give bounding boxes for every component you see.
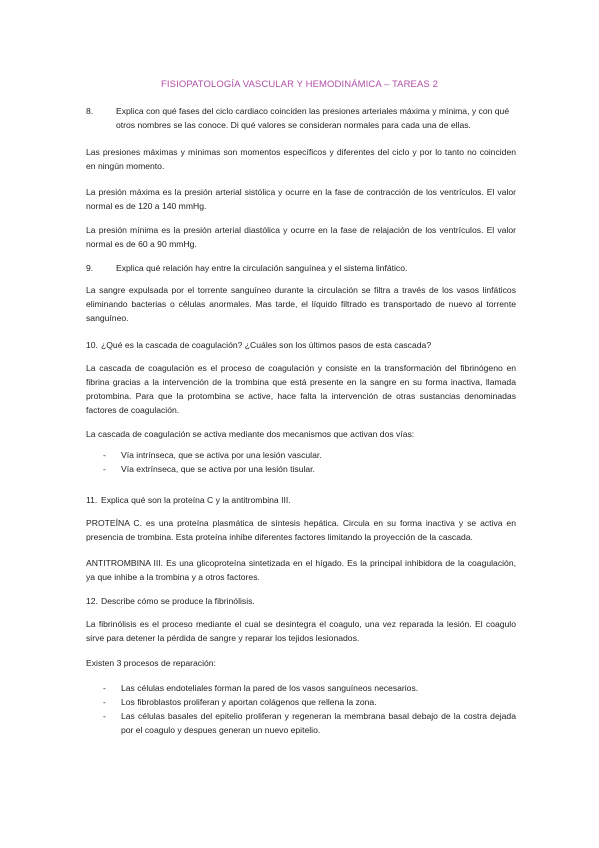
question-text: ¿Qué es la cascada de coagulación? ¿Cuáles son los últimos pasos de esta cascada? — [101, 340, 432, 350]
answer-paragraph: La cascada de coagulación es el proceso de coagulación y consiste en la transformación del fibrinógeno en fibrina gracias a la intervención de la trombina que está presente en la sangre en su forma inactiva, llamada protombina. Para que la protombina se active, hace falta la intervención de otras sustancias denominadas factores de coagulación. — [86, 363, 516, 415]
list-marker: - — [103, 464, 106, 474]
question-number: 9. — [86, 263, 94, 273]
list-item: - Los fibroblastos proliferan y aportan colágenos que rellena la zona. — [103, 697, 377, 707]
list-item: - Vía extrínseca, que se activa por una lesión tisular. — [103, 464, 315, 474]
answer-paragraph: ANTITROMBINA III. Es una glicoproteína sintetizada en el hígado. Es la principal inhibidora de la coagulación, ya que inhibe a la trombina y a otros factores. — [86, 558, 516, 582]
list-marker: - — [103, 697, 106, 707]
list-item: - Las células endoteliales forman la pared de los vasos sanguíneos necesarios. — [103, 683, 419, 693]
question-10 — [86, 338, 516, 352]
question-number: 12. — [86, 596, 98, 606]
answer-paragraph: La presión máxima es la presión arterial sistólica y ocurre en la fase de contracción de los ventrículos. El valor normal es de 120 a 140 mmHg. — [86, 187, 516, 211]
list-item: - Vía intrínseca, que se activa por una lesión vascular. — [103, 450, 322, 460]
question-11 — [86, 493, 516, 507]
list-marker: - — [103, 711, 106, 721]
question-8 — [86, 104, 516, 132]
question-text: Explica qué relación hay entre la circulación sanguínea y el sistema linfático. — [116, 263, 408, 273]
question-number: 10. — [86, 340, 98, 350]
answer-paragraph: PROTEÍNA C. es una proteína plasmática de síntesis hepática. Circula en su forma inactiva y se activa en presencia de trombina. Esta proteína inhibe diferentes factores limitando la proyección de la cascada. — [86, 518, 516, 542]
list-item: - Las células basales del epitelio proliferan y regeneran la membrana basal debajo de la costra dejada por el coagulo y despues generan un nuevo epitelio. — [103, 711, 516, 735]
bullet-list — [86, 448, 516, 476]
answer-paragraph: Las presiones máximas y mínimas son momentos específicos y diferentes del ciclo y por lo tanto no coinciden en ningún momento. — [86, 147, 516, 171]
answer-paragraph: La fibrinólisis es el proceso mediante el cual se desintegra el coagulo, una vez reparada la lesión. El coagulo sirve para detener la pérdida de sangre y reparar los tejidos lesionados. — [86, 619, 516, 643]
question-text: Explica qué son la proteína C y la antitrombina III. — [101, 495, 291, 505]
list-marker: - — [103, 683, 106, 693]
question-text: Describe cómo se produce la fibrinólisis. — [101, 596, 255, 606]
question-text: Explica con qué fases del ciclo cardiaco coinciden las presiones arteriales máxima y mínima, y con qué otros nombres se las conoce. Di qué valores se consideran normales para cada una de ellas. — [116, 106, 510, 130]
list-marker: - — [103, 450, 106, 460]
answer-paragraph: La cascada de coagulación se activa mediante dos mecanismos que activan dos vías: — [86, 429, 415, 439]
answer-paragraph: La presión mínima es la presión arterial diastólica y ocurre en la fase de relajación de los ventrículos. El valor normal es de 60 a 90 mmHg. — [86, 225, 516, 249]
question-number: 8. — [86, 106, 94, 116]
question-number: 11. — [86, 495, 98, 505]
question-9 — [86, 261, 516, 275]
answer-paragraph: La sangre expulsada por el torrente sanguíneo durante la circulación se filtra a través de los vasos linfáticos eliminando bacterias o células anormales. Mas tarde, el líquido filtrado es transportado de nuevo al torrente sanguíneo. — [86, 285, 516, 323]
bullet-list — [86, 681, 516, 737]
document-title: FISIOPATOLOGÍA VASCULAR Y HEMODINÁMICA – TAREAS 2 — [161, 79, 438, 90]
answer-paragraph: Existen 3 procesos de reparación: — [86, 658, 216, 668]
question-12 — [86, 594, 516, 608]
